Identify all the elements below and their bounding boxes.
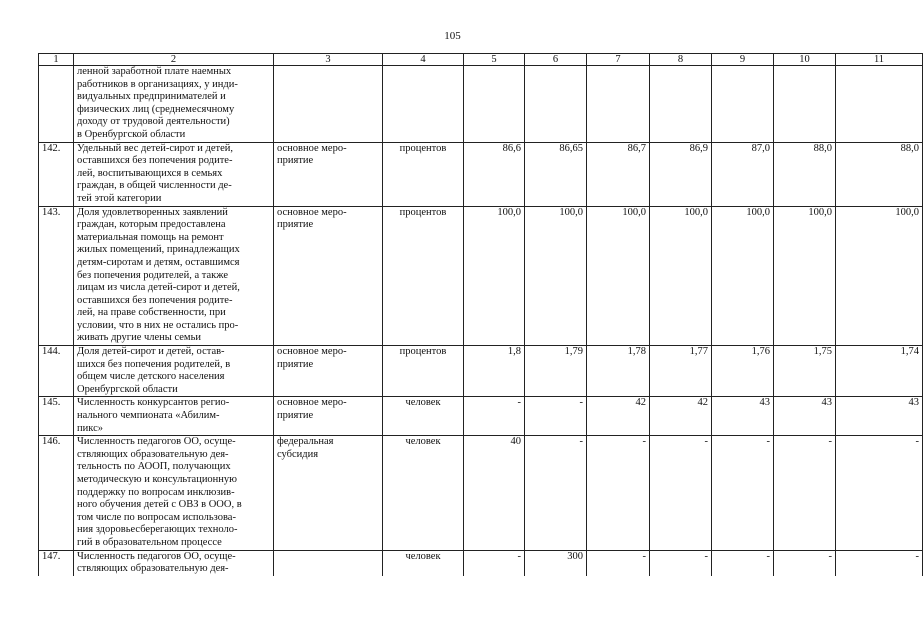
text-line: том числе по вопросам использова- [77, 511, 236, 523]
text-line: материальная помощь на ремонт [77, 231, 224, 243]
text-line: приятие [277, 219, 314, 231]
value-cell: 86,7 [587, 142, 650, 206]
indicator-description [74, 346, 274, 397]
text-line: работников в организациях, у инди- [77, 78, 238, 90]
text-line: видуальных предпринимателей и [77, 91, 226, 103]
value-cell: 86,65 [525, 142, 587, 206]
column-number-header: 6 [525, 54, 587, 66]
row-index [39, 66, 74, 143]
indicator-description [74, 436, 274, 550]
text-line: ния здоровьесберегающих техноло- [77, 524, 238, 536]
text-line: гий в образовательном процессе [77, 536, 222, 548]
text-line: доходу от трудовой деятельности) [77, 116, 230, 128]
unit-of-measure: человек [383, 550, 464, 576]
text-line: пикс» [77, 422, 103, 434]
unit-of-measure: человек [383, 436, 464, 550]
text-line: тей этой категории [77, 192, 162, 204]
value-cell: 88,0 [774, 142, 836, 206]
value-cell: 100,0 [712, 206, 774, 346]
value-cell: - [464, 397, 525, 436]
text-line: основное меро- [277, 346, 347, 358]
value-cell [587, 66, 650, 143]
text-line: ствляющих образовательную дея- [77, 448, 229, 460]
table-row [39, 346, 923, 397]
text-line: поддержку по вопросам инклюзив- [77, 486, 235, 498]
text-line: основное меро- [277, 206, 347, 218]
value-cell [774, 66, 836, 143]
unit-of-measure: процентов [383, 346, 464, 397]
text-line: ленной заработной плате наемных [77, 66, 232, 77]
value-cell: 100,0 [464, 206, 525, 346]
text-line: Доля детей-сирот и детей, остав- [77, 346, 225, 358]
value-cell: - [712, 436, 774, 550]
activity-type [274, 66, 383, 143]
value-cell: 86,6 [464, 142, 525, 206]
text-line: условии, что в них не остались про- [77, 319, 239, 331]
value-cell: - [587, 550, 650, 576]
table-row [39, 436, 923, 550]
value-cell: 1,76 [712, 346, 774, 397]
value-cell: 43 [712, 397, 774, 436]
value-cell: - [712, 550, 774, 576]
activity-type [274, 397, 383, 436]
text-line: федеральная [277, 436, 334, 448]
text-line: тельность по АООП, получающих [77, 461, 231, 473]
column-number-header: 10 [774, 54, 836, 66]
table-row [39, 550, 923, 576]
value-cell: 1,75 [774, 346, 836, 397]
value-cell: - [774, 550, 836, 576]
value-cell [464, 66, 525, 143]
text-line: ного обучения детей с ОВЗ в ООО, в [77, 499, 242, 511]
column-number-header: 4 [383, 54, 464, 66]
text-line: в Оренбургской области [77, 128, 186, 140]
text-line: нального чемпионата «Абилим- [77, 410, 220, 422]
text-line: граждан, в общей численности де- [77, 180, 232, 192]
text-line: приятие [277, 358, 314, 370]
column-number-header: 9 [712, 54, 774, 66]
value-cell [525, 66, 587, 143]
value-cell: 86,9 [650, 142, 712, 206]
text-line: лей, воспитывающихся в семьях [77, 167, 223, 179]
value-cell: 43 [774, 397, 836, 436]
value-cell: 87,0 [712, 142, 774, 206]
value-cell: 100,0 [774, 206, 836, 346]
text-line: живать другие члены семьи [77, 332, 201, 344]
table-row [39, 206, 923, 346]
value-cell: 88,0 [836, 142, 923, 206]
activity-type [274, 346, 383, 397]
value-cell: - [525, 397, 587, 436]
value-cell: 100,0 [525, 206, 587, 346]
text-line: общем числе детского населения [77, 371, 225, 383]
value-cell [712, 66, 774, 143]
row-index: 147. [39, 550, 74, 576]
activity-type [274, 206, 383, 346]
value-cell [650, 66, 712, 143]
value-cell: - [650, 550, 712, 576]
text-line: оставшихся без попечения родите- [77, 155, 233, 167]
activity-type [274, 436, 383, 550]
text-line: методическую и консультационную [77, 474, 238, 485]
value-cell: 1,78 [587, 346, 650, 397]
text-line: Численность педагогов ОО, осуще- [77, 436, 236, 448]
unit-of-measure [383, 66, 464, 143]
value-cell: - [587, 436, 650, 550]
text-line: физических лиц (среднемесячному [77, 103, 235, 115]
value-cell: 43 [836, 397, 923, 436]
row-index: 144. [39, 346, 74, 397]
value-cell: 1,8 [464, 346, 525, 397]
value-cell: 42 [587, 397, 650, 436]
column-number-header: 1 [39, 54, 74, 66]
page-number: 105 [444, 30, 461, 42]
text-line: детям-сиротам и детям, оставшимся [77, 256, 240, 268]
indicators-table [38, 53, 923, 576]
indicator-description [74, 142, 274, 206]
value-cell: - [836, 550, 923, 576]
indicator-description [74, 550, 274, 576]
value-cell [836, 66, 923, 143]
value-cell: 300 [525, 550, 587, 576]
activity-type [274, 550, 383, 576]
header-row [39, 54, 923, 66]
row-index: 145. [39, 397, 74, 436]
value-cell: 1,79 [525, 346, 587, 397]
text-line: приятие [277, 155, 314, 167]
column-number-header: 3 [274, 54, 383, 66]
text-line: основное меро- [277, 397, 347, 409]
unit-of-measure: человек [383, 397, 464, 436]
text-line: основное меро- [277, 142, 347, 154]
value-cell: 1,77 [650, 346, 712, 397]
value-cell: 1,74 [836, 346, 923, 397]
value-cell: - [650, 436, 712, 550]
text-line: шихся без попечения родителей, в [77, 358, 231, 370]
column-number-header: 11 [836, 54, 923, 66]
text-line: Удельный вес детей-сирот и детей, [77, 142, 233, 154]
activity-type [274, 142, 383, 206]
value-cell: - [774, 436, 836, 550]
column-number-header: 2 [74, 54, 274, 66]
row-index: 146. [39, 436, 74, 550]
text-line: Численность педагогов ОО, осуще- [77, 550, 236, 562]
text-line: граждан, которым предоставлена [77, 219, 226, 231]
text-line: приятие [277, 410, 314, 422]
unit-of-measure: процентов [383, 206, 464, 346]
text-line: ствляющих образовательную дея- [77, 563, 229, 575]
value-cell: 100,0 [650, 206, 712, 346]
value-cell: 100,0 [587, 206, 650, 346]
table-row [39, 142, 923, 206]
value-cell: - [836, 436, 923, 550]
row-index: 143. [39, 206, 74, 346]
text-line: Оренбургской области [77, 383, 178, 395]
text-line: Доля удовлетворенных заявлений [77, 206, 228, 218]
text-line: лей, на праве собственности, при [77, 307, 226, 319]
indicator-description [74, 397, 274, 436]
value-cell: 40 [464, 436, 525, 550]
text-line: субсидия [277, 448, 319, 460]
value-cell: 42 [650, 397, 712, 436]
column-number-header: 5 [464, 54, 525, 66]
text-line: Численность конкурсантов регио- [77, 397, 230, 409]
text-line: без попечения родителей, а также [77, 269, 229, 281]
value-cell: - [525, 436, 587, 550]
value-cell: 100,0 [836, 206, 923, 346]
column-number-header: 7 [587, 54, 650, 66]
text-line: жилых помещений, принадлежащих [77, 244, 240, 256]
table-row [39, 397, 923, 436]
value-cell: - [464, 550, 525, 576]
row-index: 142. [39, 142, 74, 206]
text-line: лицам из числа детей-сирот и детей, [77, 282, 240, 294]
column-number-header: 8 [650, 54, 712, 66]
text-line: оставшихся без попечения родите- [77, 294, 233, 306]
unit-of-measure: процентов [383, 142, 464, 206]
table-row [39, 66, 923, 143]
indicator-description [74, 66, 274, 143]
indicator-description [74, 206, 274, 346]
